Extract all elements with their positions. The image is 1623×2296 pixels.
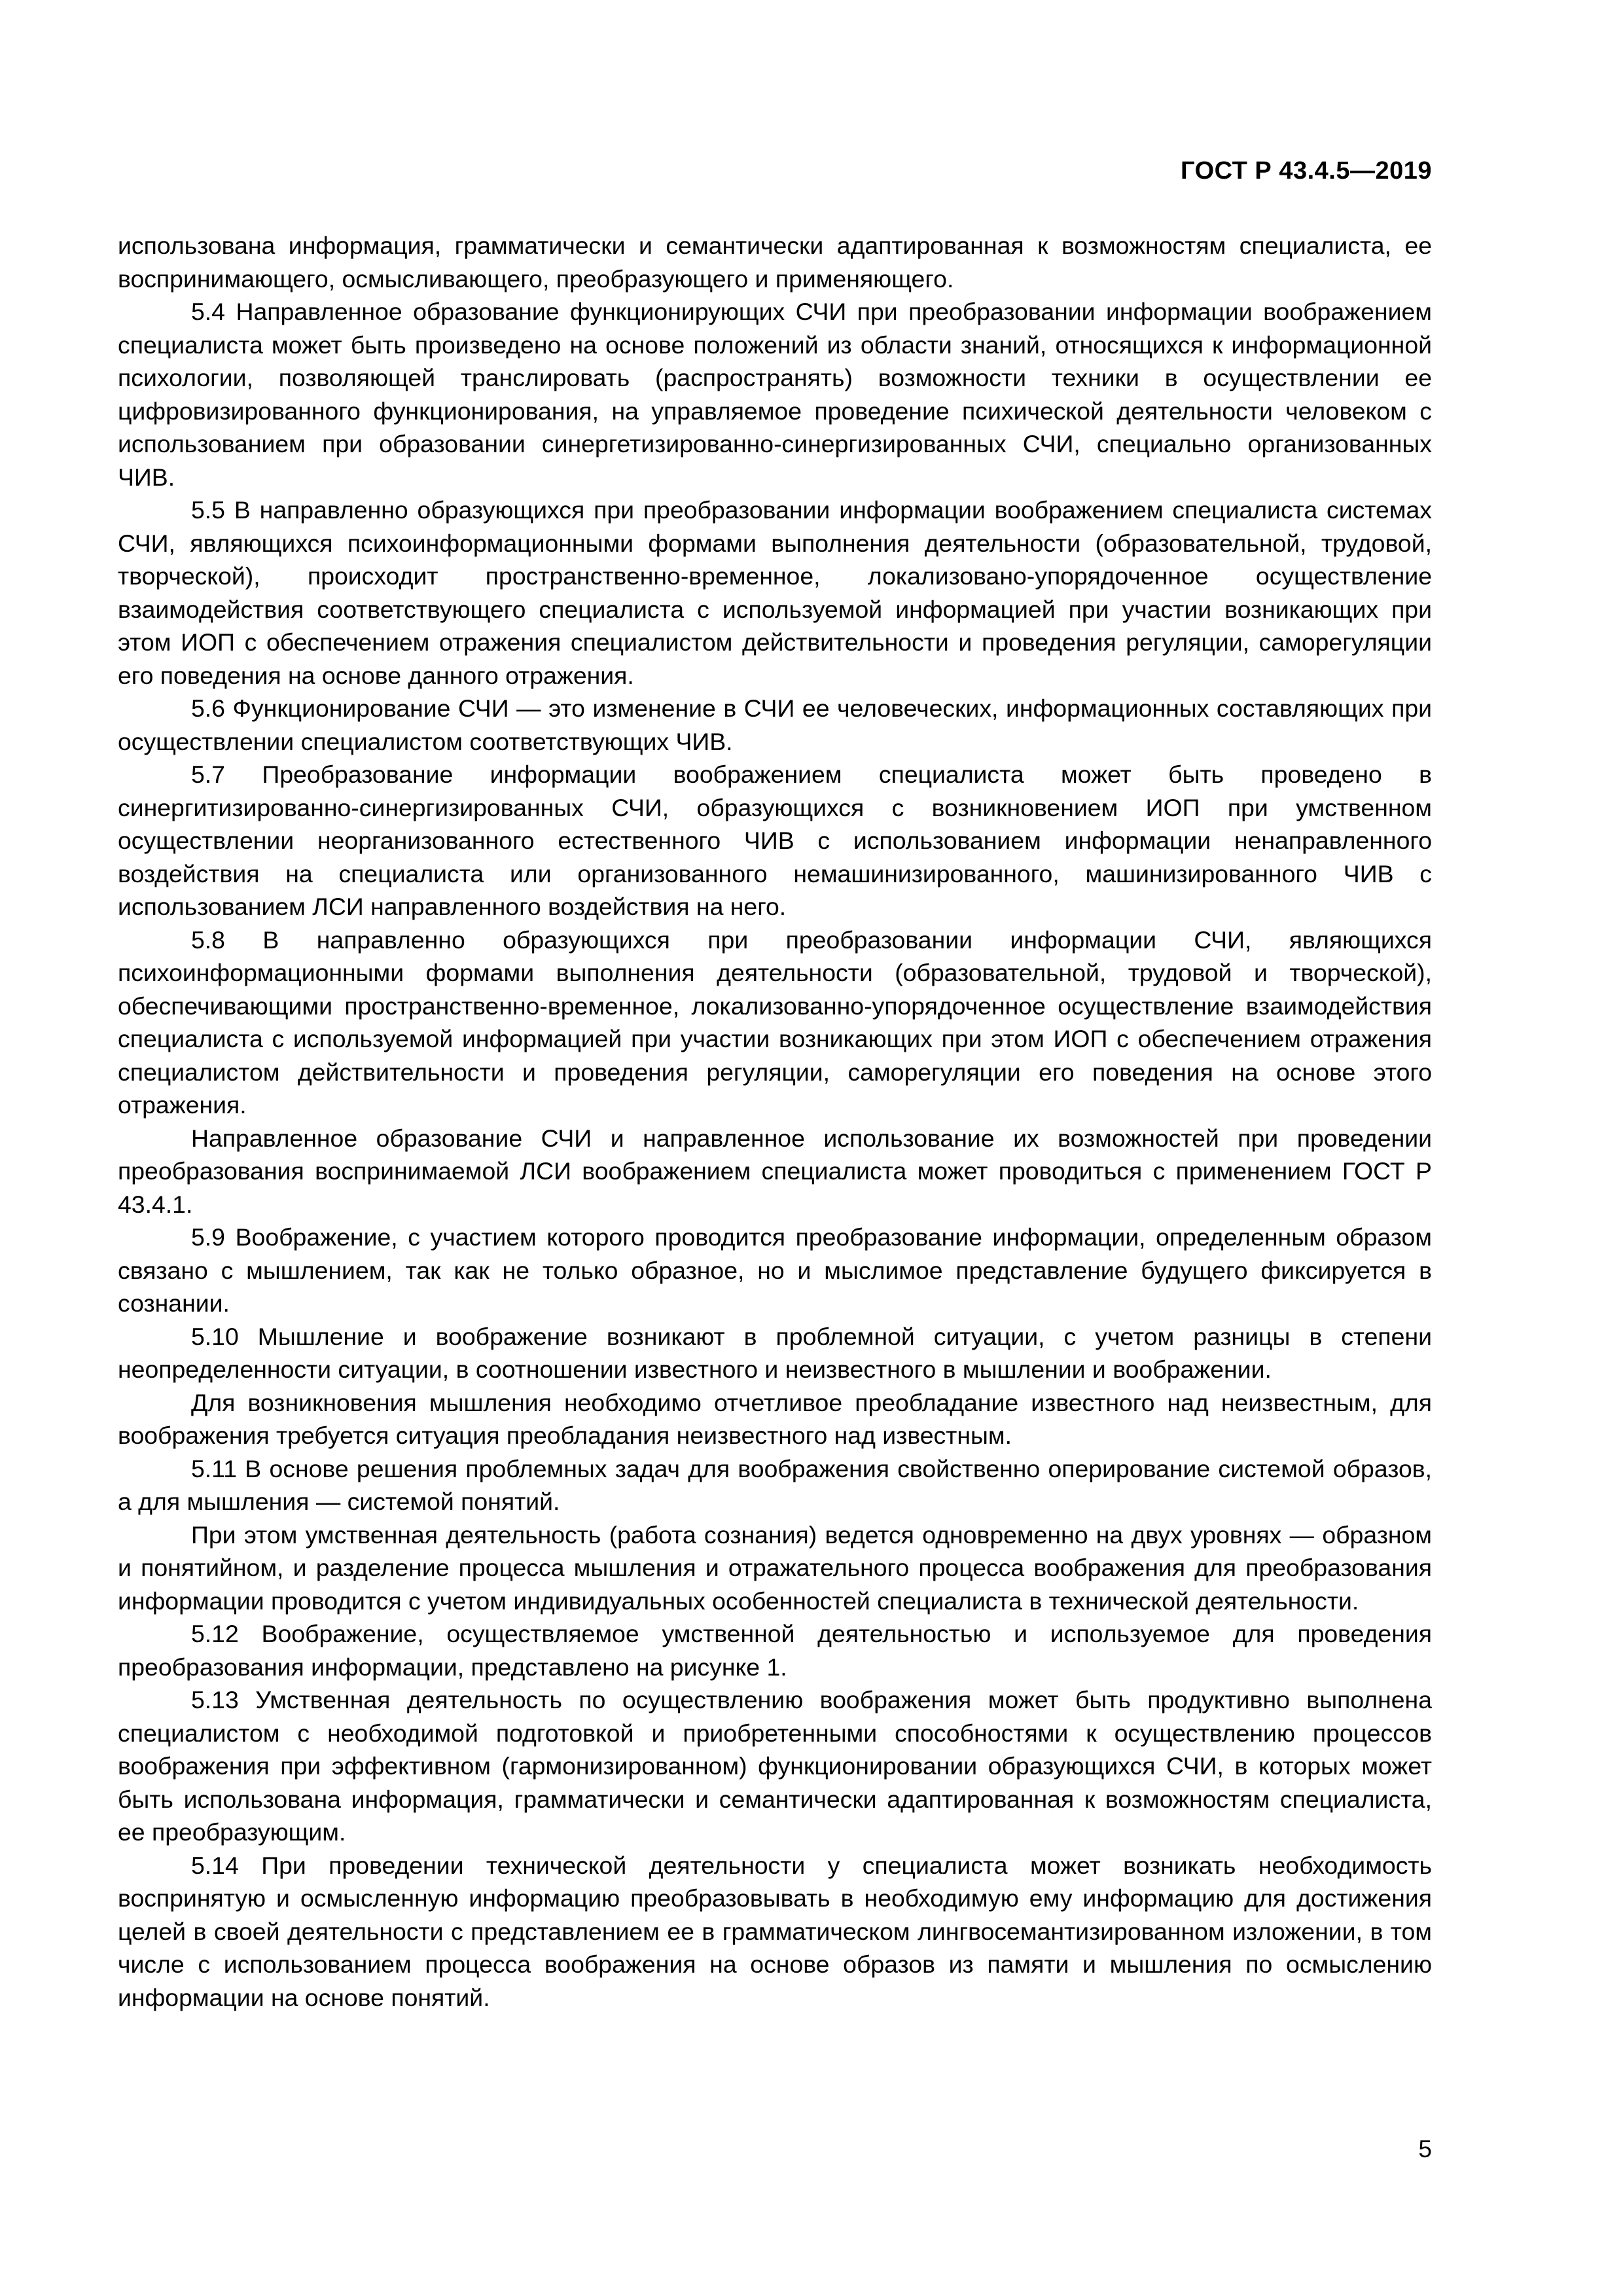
clause-5-7: 5.7 Преобразование информации воображением специалиста может быть проведено в синергитизированно-синергизированных СЧИ, образующихся с возникновением ИОП при умственном осуществлении неорганизованного естественного ЧИВ с использованием информации ненаправленного воздействия на специалиста или организованного немашинизированного, машинизированного ЧИВ с использованием ЛСИ направленного воздействия на него. — [118, 761, 1432, 920]
clause-5-11: 5.11 В основе решения проблемных задач для воображения свойственно оперирование системой образов, а для мышления — системой понятий. — [118, 1454, 1432, 1515]
clause-5-4: 5.4 Направленное образование функционирующих СЧИ при преобразовании информации воображением специалиста может быть произведено на основе положений из области знаний, относящихся к информационной психологии, позволяющей транслировать (распространять) возможности техники в осуществлении ее цифровизированного функционирования, на управляемое проведение психической деятельности человеком с использованием при образовании синергетизированно-синергизированных СЧИ, специально организованных ЧИВ. — [118, 298, 1432, 491]
clause-5-5: 5.5 В направленно образующихся при преобразовании информации воображением специалиста системах СЧИ, являющихся психоинформационными формами выполнения деятельности (образовательной, трудовой, творческой), происходит пространственно-временное, локализовано-упорядоченное осуществление взаимодействия соответствующего специалиста с используемой информацией при участии возникающих при этом ИОП с обеспечением отражения специалистом действительности и проведения регуляции, саморегуляции его поведения на основе данного отражения. — [118, 496, 1432, 689]
paragraph-thinking-imagination: Для возникновения мышления необходимо отчетливое преобладание известного над неизвестным, для воображения требуется ситуация преобладания неизвестного над известным. — [118, 1388, 1432, 1449]
clause-5-10: 5.10 Мышление и воображение возникают в проблемной ситуации, с учетом разницы в степени неопределенности ситуации, в соотношении известного и неизвестного в мышлении и воображении. — [118, 1322, 1432, 1383]
paragraph-gost-reference: Направленное образование СЧИ и направленное использование их возможностей при проведении преобразования воспринимаемой ЛСИ воображением специалиста может проводиться с применением ГОСТ Р 43.4.1. — [118, 1124, 1432, 1218]
clause-5-13: 5.13 Умственная деятельность по осуществлению воображения может быть продуктивно выполнена специалистом с необходимой подготовкой и приобретенными способностями к осуществлению процессов воображения при эффективном (гармонизированном) функционировании образующихся СЧИ, в которых может быть использована информация, грамматически и семантически адаптированная к возможностям специалиста, ее преобразующим. — [118, 1686, 1432, 1846]
page-number: 5 — [1418, 2136, 1432, 2162]
clause-5-9: 5.9 Воображение, с участием которого проводится преобразование информации, определенным образом связано с мышлением, так как не только образное, но и мыслимое представление будущего фиксируется в сознании. — [118, 1223, 1432, 1317]
paragraph-mental-activity: При этом умственная деятельность (работа сознания) ведется одновременно на двух уровнях — образном и понятийном, и разделение процесса мышления и отражательного процесса воображения для преобразования информации проводится с учетом индивидуальных особенностей специалиста в технической деятельности. — [118, 1520, 1432, 1615]
document-body — [118, 229, 1432, 2014]
clause-5-6: 5.6 Функционирование СЧИ — это изменение в СЧИ ее человеческих, информационных составляющих при осуществлении специалистом соответствующих ЧИВ. — [118, 694, 1432, 755]
paragraph-continuation: использована информация, грамматически и семантически адаптированная к возможностям специалиста, ее воспринимающего, осмысливающего, преобразующего и применяющего. — [118, 232, 1432, 293]
clause-5-14: 5.14 При проведении технической деятельности у специалиста может возникать необходимость воспринятую и осмысленную информацию преобразовывать в необходимую ему информацию для достижения целей в своей деятельности с представлением ее в грамматическом лингвосемантизированном изложении, в том числе с использованием процесса воображения на основе образов из памяти и мышления по осмыслению информации на основе понятий. — [118, 1851, 1432, 2011]
clause-5-8: 5.8 В направленно образующихся при преобразовании информации СЧИ, являющихся психоинформационными формами выполнения деятельности (образовательной, трудовой и творческой), обеспечивающими пространственно-временное, локализованно-упорядоченное осуществление взаимодействия специалиста с используемой информацией при участии возникающих при этом ИОП с обеспечением отражения специалистом действительности и проведения регуляции, саморегуляции его поведения на основе этого отражения. — [118, 925, 1432, 1119]
clause-5-12: 5.12 Воображение, осуществляемое умственной деятельностью и используемое для проведения преобразования информации, представлено на рисунке 1. — [118, 1620, 1432, 1681]
document-code-header: ГОСТ Р 43.4.5—2019 — [1181, 157, 1432, 185]
